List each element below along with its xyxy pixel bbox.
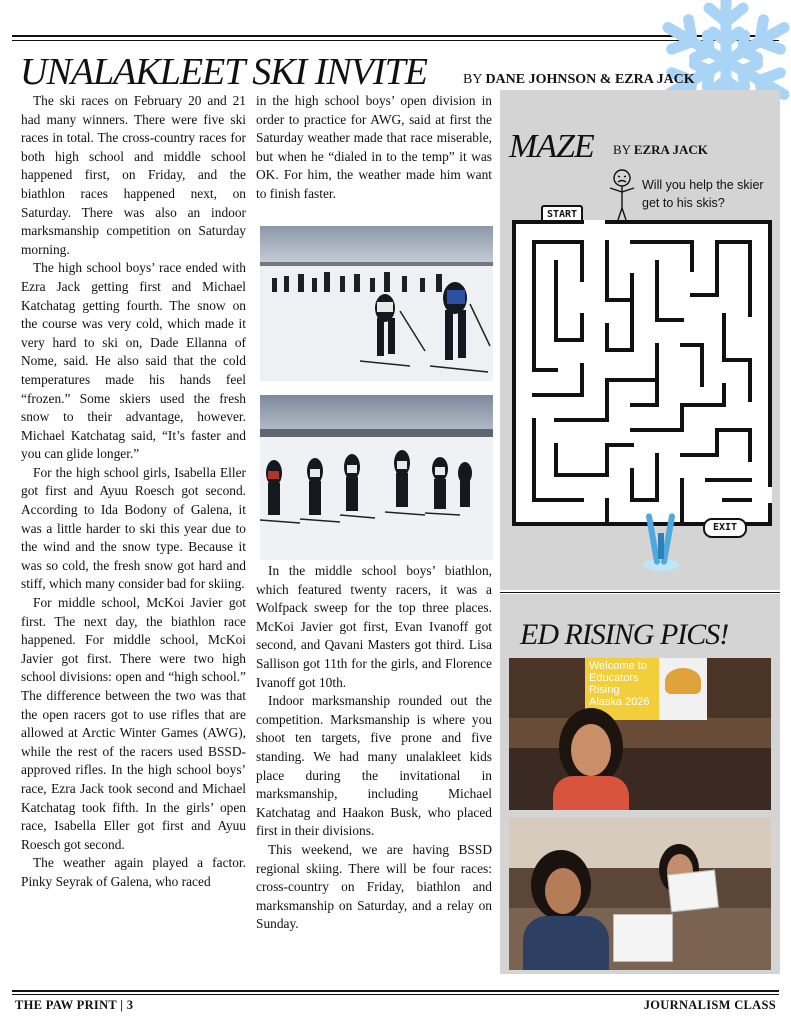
article-paragraph: For the high school girls, Isabella Eller got first and Ayuu Roesch got second. According to Ida Bodony of Galena, it was a little harder to ski this year due to the wind and the snow type. Because it was so cold, the fresh snow got hard and stiff, which many consider bad for skiing.	[21, 464, 246, 592]
certificate	[667, 870, 719, 913]
ed-rising-title: ED RISING PICS!	[520, 618, 729, 651]
maze-byline	[613, 142, 708, 158]
sign-text: Welcome to	[589, 660, 647, 672]
maze-byline-prefix: BY	[613, 142, 634, 157]
article-paragraph: Indoor marksmanship rounded out the competition. Marksmanship is where you shoot ten targets, five prone and five standing. We had many unalakleet kids place during the invitational in marksmanship, including Michael Katchatag and Haakon Busk, who placed first in their divisions.	[256, 693, 492, 839]
ed-rising-photo-1	[509, 658, 771, 810]
footer-section: JOURNALISM CLASS	[643, 998, 776, 1012]
sign-text: Rising	[589, 684, 620, 696]
audience	[509, 748, 771, 810]
article-column-2-top	[256, 92, 492, 204]
ski-race-photo-1	[260, 226, 493, 381]
byline-prefix: BY	[463, 72, 486, 87]
article-paragraph: For middle school, McKoi Javier got first. The next day, the biathlon race happened. For middle school, McKoi Javier got first. There were two high school divisions: open and “high school.” The difference between the two was that the open racers got to use rifles that are allowed at Arctic Winter Games (AWG), while the rest of the racers used BSSD-approved rifles. In the high school boys’ race, Ezra Jack took second and Michael Katchatag took fifth. In the girls’ open race, Isabella Eller got first and Ayuu Roesch got second.	[21, 595, 246, 852]
article-column-2-bottom	[256, 562, 492, 934]
article-paragraph: The ski races on February 20 and 21 had many winners. There were five ski races in total. The cross-country races for both high school and middle school happened first, on Friday, and the biathlon races happened next, on Saturday. There was also an indoor marksmanship competition on Saturday morning.	[21, 93, 246, 257]
article-paragraph: in the high school boys’ open division in order to practice for AWG, said at first the Saturday weather made that race miserable, but when he “dialed in to the temp” it was OK. For him, the weather made him want to finish faster.	[256, 93, 492, 201]
article-paragraph: In the middle school boys’ biathlon, which featured twenty racers, it was a Wolfpack sweep for the top three places. McKoi Javier got first, Evan Ivanoff got second, and Qavani Masters got third. Lisa Sallison got 11th for the girls, and Florence Ivanoff got 10th.	[256, 563, 492, 690]
certificate	[613, 914, 673, 962]
sign-text: Alaska 2026	[589, 696, 650, 708]
ski-race-photo-2	[260, 395, 493, 560]
bottom-rule	[12, 990, 779, 992]
sidebar-divider-line	[500, 592, 780, 593]
byline-authors: DANE JOHNSON & EZRA JACK	[485, 72, 695, 87]
article-column-1	[21, 92, 246, 892]
article-paragraph: The weather again played a factor. Pinky Seyrak of Galena, who raced	[21, 855, 246, 889]
student-shirt	[553, 776, 629, 810]
ed-rising-photo-2	[509, 818, 771, 970]
maze-title: MAZE	[509, 128, 594, 165]
logo-mark	[665, 668, 701, 694]
maze-byline-author: EZRA JACK	[633, 142, 708, 157]
projector-screen	[659, 658, 707, 720]
student-hoodie	[523, 916, 609, 970]
bottom-rule-thin	[12, 994, 779, 995]
footer-publication: THE PAW PRINT | 3	[15, 998, 134, 1012]
article-byline	[463, 72, 695, 88]
maze-help-text: Will you help the skier get to his skis?	[642, 178, 764, 210]
student-face	[571, 724, 611, 776]
maze-exit-label: EXIT	[703, 518, 747, 538]
skis-icon	[640, 505, 682, 573]
sign-text: Educators	[589, 672, 639, 684]
article-paragraph: The high school boys’ race ended with Ezra Jack getting first and Michael Katchatag getting fourth. The snow on the course was very cold, which made it very hard to ski on, Dade Ellanna of Nome, said. He also said that the cold temperatures made his hands feel “frozen.” Some skiers used the fresh snow to their advantage, however. Michael Katchatag said, “It’s faster and you can glide longer.”	[21, 260, 246, 462]
article-headline: UNALAKLEET SKI INVITE	[20, 51, 427, 93]
student-face	[545, 868, 581, 914]
maze-puzzle[interactable]	[512, 220, 772, 526]
article-paragraph: This weekend, we are having BSSD regional skiing. There will be four races: cross-country on Friday, biathlon and marksmanship on Saturday, and a relay on Sunday.	[256, 841, 492, 932]
maze-start-label: START	[541, 205, 583, 224]
